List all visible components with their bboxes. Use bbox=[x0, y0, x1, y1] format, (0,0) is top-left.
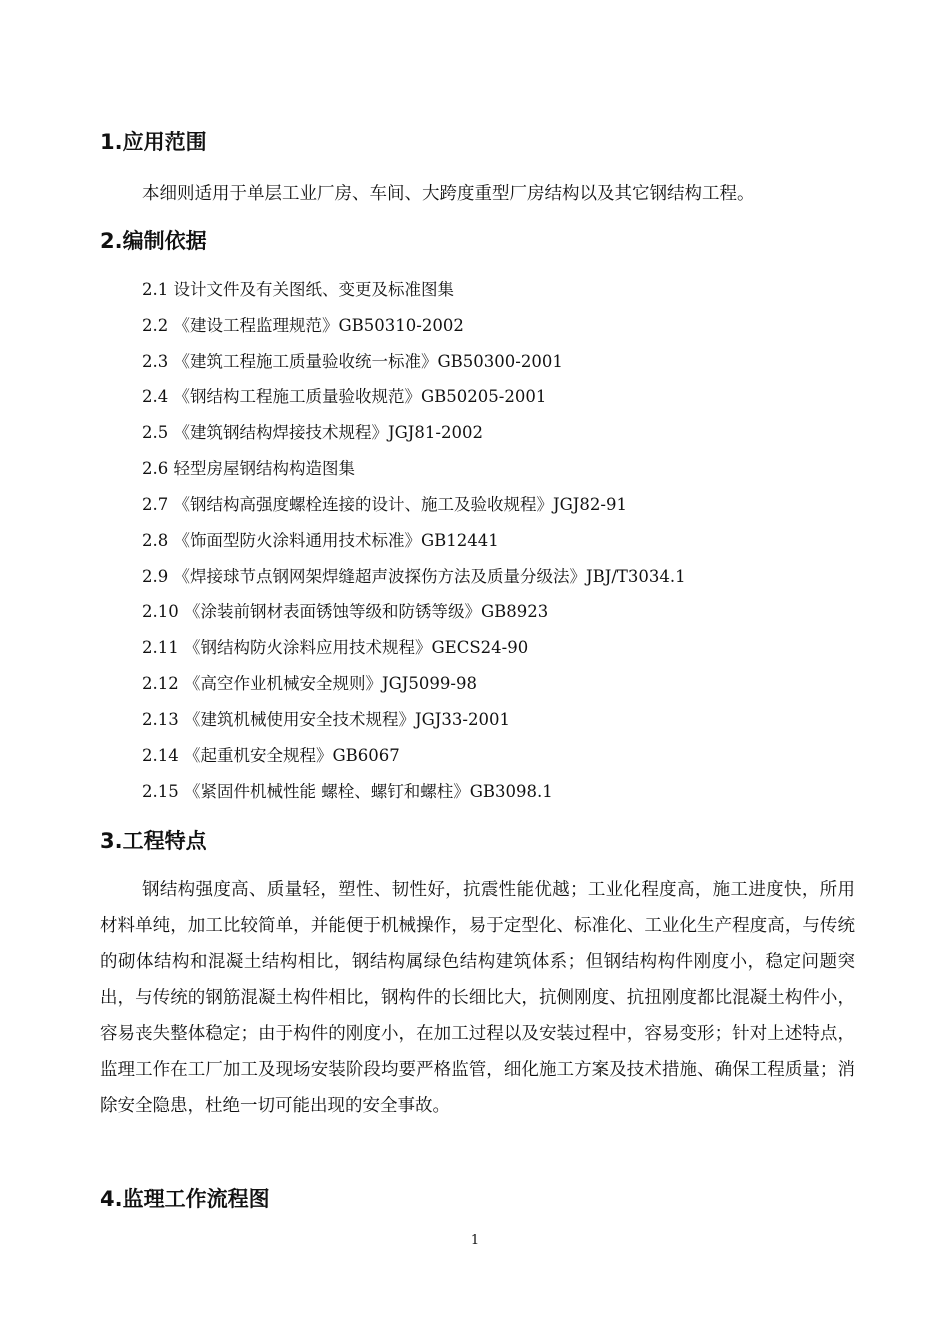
section-1-heading: 1.应用范围 bbox=[100, 130, 207, 154]
reference-item: 2.1 设计文件及有关图纸、变更及标准图集 bbox=[142, 280, 454, 299]
reference-item: 2.15 《紧固件机械性能 螺栓、螺钉和螺柱》GB3098.1 bbox=[142, 782, 553, 801]
reference-item: 2.5 《建筑钢结构焊接技术规程》JGJ81-2002 bbox=[142, 423, 483, 442]
reference-item: 2.13 《建筑机械使用安全技术规程》JGJ33-2001 bbox=[142, 710, 510, 729]
section-4-heading: 4.监理工作流程图 bbox=[100, 1187, 270, 1211]
reference-item: 2.3 《建筑工程施工质量验收统一标准》GB50300-2001 bbox=[142, 352, 563, 371]
reference-item: 2.2 《建设工程监理规范》GB50310-2002 bbox=[142, 316, 464, 335]
page-number: 1 bbox=[470, 1233, 480, 1248]
reference-item: 2.6 轻型房屋钢结构构造图集 bbox=[142, 459, 355, 478]
section-3-heading: 3.工程特点 bbox=[100, 829, 207, 853]
reference-item: 2.14 《起重机安全规程》GB6067 bbox=[142, 746, 400, 765]
reference-item: 2.12 《高空作业机械安全规则》JGJ5099-98 bbox=[142, 674, 477, 693]
section-2-heading: 2.编制依据 bbox=[100, 229, 207, 253]
reference-item: 2.7 《钢结构高强度螺栓连接的设计、施工及验收规程》JGJ82-91 bbox=[142, 495, 627, 514]
reference-item: 2.4 《钢结构工程施工质量验收规范》GB50205-2001 bbox=[142, 387, 547, 406]
section-3-text: 钢结构强度高、质量轻，塑性、韧性好，抗震性能优越；工业化程度高，施工进度快，所用材料单纯，加工比较简单，并能便于机械操作，易于定型化、标准化、工业化生产程度高，与传统的砌体结构和混凝土结构相比，钢结构属绿色结构建筑体系；但钢结构构件刚度小，稳定问题突出，与传统的钢筋混凝土构件相比，钢构件的长细比大，抗侧刚度、抗扭刚度都比混凝土构件小，容易丧失整体稳定；由于构件的刚度小，在加工过程以及安装过程中，容易变形；针对上述特点，监理工作在工厂加工及现场安装阶段均要严格监管，细化施工方案及技术措施、确保工程质量；消除安全隐患，杜绝一切可能出现的安全事故。 bbox=[100, 880, 855, 1116]
reference-item: 2.11 《钢结构防火涂料应用技术规程》GECS24-90 bbox=[142, 638, 529, 657]
reference-item: 2.8 《饰面型防火涂料通用技术标准》GB12441 bbox=[142, 531, 499, 550]
section-1-text: 本细则适用于单层工业厂房、车间、大跨度重型厂房结构以及其它钢结构工程。 bbox=[142, 184, 755, 204]
reference-item: 2.9 《焊接球节点钢网架焊缝超声波探伤方法及质量分级法》JBJ/T3034.1 bbox=[142, 567, 686, 586]
reference-item: 2.10 《涂装前钢材表面锈蚀等级和防锈等级》GB8923 bbox=[142, 602, 549, 621]
